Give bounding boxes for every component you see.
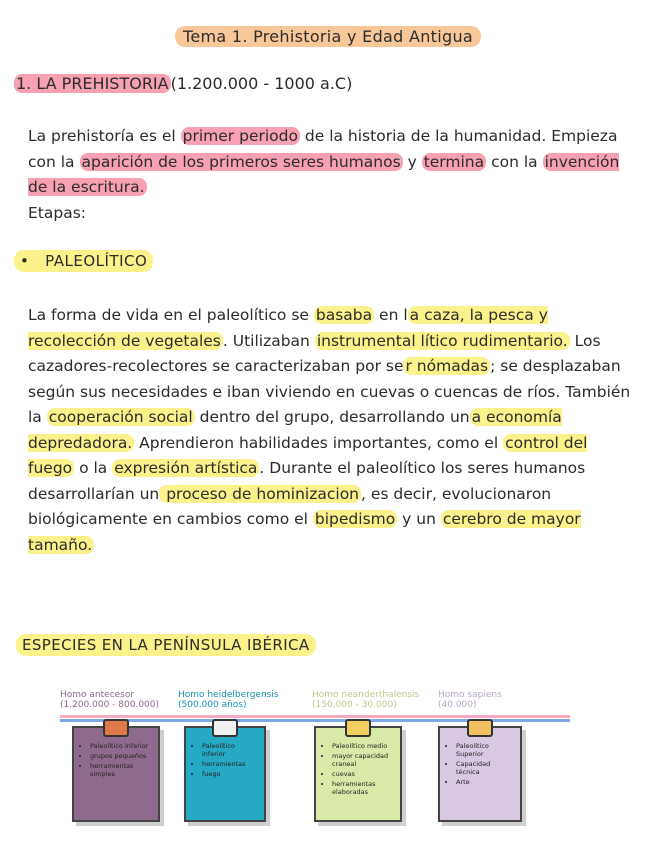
intro-paragraph: [28, 124, 638, 201]
text-run: en l: [374, 306, 408, 324]
text-run: o la: [74, 459, 113, 477]
timeline-line-pink: [60, 715, 570, 718]
list-item: • cuevas: [332, 770, 394, 778]
species-card-list: [316, 728, 400, 796]
highlight: expresión artística: [114, 459, 258, 477]
highlight: primer periodo: [182, 127, 298, 145]
list-item: • mayor capacidad craneal: [332, 752, 394, 768]
species-name: Homo neanderthalensis: [312, 690, 420, 700]
text-run: La forma de vida en el paleolítico se: [28, 306, 314, 324]
etapas-label: Etapas:: [28, 204, 87, 222]
highlight: a economía depredadora.: [28, 408, 562, 452]
bullet: •: [20, 252, 30, 270]
section-heading-range: (1.200.000 - 1000 a.C): [170, 74, 353, 93]
species-name: Homo antecesor: [60, 690, 135, 700]
highlight: r nómadas: [405, 357, 489, 375]
paleolitico-heading-label: PALEOLÍTICO: [45, 252, 148, 270]
section-heading-prehistoria: [14, 74, 352, 93]
text-run: ; se desplazaban según sus necesidades e iban viviendo en cuevas o cuencas de ríos. También la: [28, 357, 631, 426]
text-run: y un: [397, 510, 441, 528]
clip-icon: [345, 719, 371, 737]
list-item: • fuego: [202, 770, 258, 778]
list-item: • Paleolítico inferior: [90, 742, 152, 750]
list-item: • Paleolítico inferior: [202, 742, 258, 758]
species-name: Homo sapiens: [438, 690, 502, 700]
title-highlight: Tema 1. Prehistoria y Edad Antigua: [175, 26, 481, 47]
list-item: • herramientas elaboradas: [332, 780, 394, 796]
species-label: [60, 690, 159, 710]
text-run: . Utilizaban: [222, 331, 315, 350]
text-run: . Durante el paleolítico los seres humanos desarrollarían un: [28, 459, 586, 503]
species-label: [438, 690, 502, 710]
species-heading: [16, 636, 316, 654]
list-item: • herramientas simples: [90, 762, 152, 778]
highlight: a caza, la pesca y recolección de vegetales: [28, 306, 548, 350]
species-date: (150.000 - 30.000): [312, 700, 397, 710]
text-run: de la historia de la humanidad. Empieza con la: [28, 127, 618, 171]
section-heading-label: 1. LA PREHISTORIA: [16, 74, 169, 93]
list-item: • Paleolítico Superior: [456, 742, 514, 758]
species-date: (40.000): [438, 700, 477, 710]
page-title: [0, 27, 656, 46]
list-item: • Paleolítico medio: [332, 742, 394, 750]
text-run: y: [402, 152, 422, 171]
species-date: (1.200.000 - 800.000): [60, 700, 160, 710]
clip-icon: [467, 719, 493, 737]
list-item: • grupos pequeños: [90, 752, 152, 760]
highlight: instrumental lítico rudimentario.: [316, 331, 568, 350]
text-run: La prehistoría es el: [28, 127, 181, 145]
highlight: proceso de hominizacion: [161, 484, 360, 503]
text-run: Aprendieron habilidades importantes, como el: [134, 433, 504, 452]
paleolitico-heading-highlight: [14, 250, 153, 272]
species-timeline: [60, 690, 590, 840]
species-label: [312, 690, 419, 710]
highlight: basaba: [315, 306, 373, 324]
list-item: • Arte: [456, 778, 514, 786]
species-label: [178, 690, 279, 710]
highlight: aparición de los primeros seres humanos: [81, 152, 401, 171]
paleolitico-heading: [14, 252, 153, 270]
species-date: (500.000 años): [178, 700, 247, 710]
highlight: bipedismo: [314, 510, 396, 528]
highlight: cerebro de mayor tamaño.: [28, 510, 581, 554]
list-item: • Capacidad técnica: [456, 760, 514, 776]
paleolitico-paragraph: [28, 303, 638, 558]
text-run: , es decir, evolucionaron biológicamente en cambios como el: [28, 484, 552, 528]
highlight: termina: [423, 152, 485, 171]
clip-icon: [103, 719, 129, 737]
highlight: control del fuego: [28, 433, 588, 477]
timeline-line-blue: [60, 719, 570, 722]
species-card: [314, 726, 402, 822]
highlight: cooperación social: [48, 408, 193, 426]
clip-icon: [212, 719, 238, 737]
list-item: • herramientas: [202, 760, 258, 768]
text-run: Los cazadores-recolectores se caracterizaban por se: [28, 331, 601, 375]
highlight: invención de la escritura.: [28, 152, 620, 196]
species-name: Homo heidelbergensis: [178, 690, 279, 700]
species-heading-label: ESPECIES EN LA PENÍNSULA IBÉRICA: [16, 634, 316, 656]
species-card: [72, 726, 160, 822]
text-run: con la: [486, 152, 543, 171]
text-run: dentro del grupo, desarrollando un: [194, 408, 470, 426]
species-card: [438, 726, 522, 822]
species-card: [184, 726, 266, 822]
